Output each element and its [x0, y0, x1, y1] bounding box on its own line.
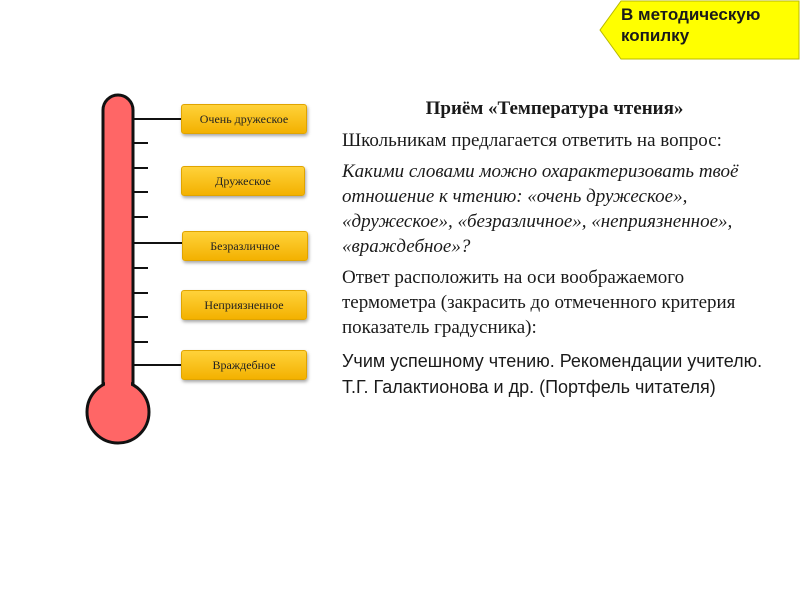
label-hostile: Враждебное — [181, 350, 307, 380]
thermometer-tube — [103, 95, 133, 415]
label-indifferent: Безразличное — [182, 231, 308, 261]
label-friendly: Дружеское — [181, 166, 305, 196]
label-hostile-mild: Неприязненное — [181, 290, 307, 320]
methodical-collection-link[interactable] — [599, 0, 800, 60]
prompt-text: Какими словами можно охарактеризовать твоё отношение к чтению: «очень дружеское», «дружеское», «безразличное», «неприязненное», «враждебное»? — [342, 161, 739, 257]
thermometer — [0, 0, 320, 460]
source-reference: Учим успешному чтению. Рекомендации учителю. Т.Г. Галактионова и др. (Портфель читателя) — [342, 351, 763, 397]
question-text: Школьникам предлагается ответить на вопрос: — [342, 130, 722, 151]
content-block — [342, 96, 767, 400]
page-title: Приём «Температура чтения» — [425, 98, 684, 119]
thermometer-scale — [133, 119, 182, 365]
label-very-friendly: Очень дружеское — [181, 104, 307, 134]
instruction-text: Ответ расположить на оси воображаемого термометра (закрасить до отмеченного критерия показатель градусника): — [342, 267, 736, 338]
methodical-collection-label: В методическую копилку — [621, 5, 761, 45]
